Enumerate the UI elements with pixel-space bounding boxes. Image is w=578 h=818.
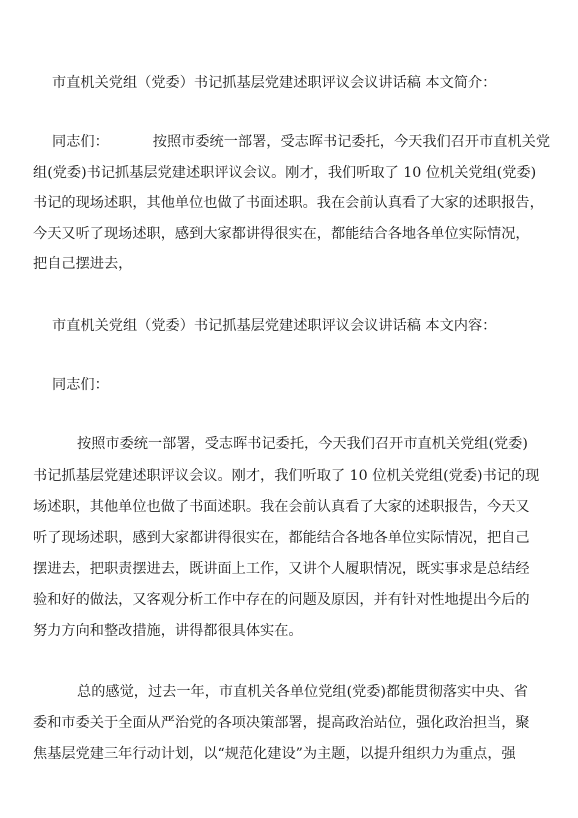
paragraph-line: 听了现场述职，感到大家都讲得很实在，都能结合各地各单位实际情况，把自己 bbox=[33, 530, 530, 546]
summary-greeting: 同志们： bbox=[52, 134, 109, 150]
summary-heading: 市直机关党组（党委）书记抓基层党建述职评议会议讲话稿 本文简介： bbox=[52, 75, 497, 91]
content-heading: 市直机关党组（党委）书记抓基层党建述职评议会议讲话稿 本文内容： bbox=[52, 318, 497, 334]
paragraph-line: 场述职，其他单位也做了书面述职。我在会前认真看了大家的述职报告，今天又 bbox=[33, 499, 530, 515]
paragraph-line: 书记抓基层党建述职评议会议。刚才，我们听取了 10 位机关党组(党委)书记的现 bbox=[33, 468, 540, 484]
summary-first-line bbox=[52, 132, 550, 152]
paragraph-line: 总的感觉，过去一年，市直机关各单位党组(党委)都能贯彻落实中央、省 bbox=[77, 684, 528, 700]
paragraph-line: 焦基层党建三年行动计划，以“规范化建设”为主题，以提升组织力为重点，强 bbox=[33, 746, 516, 762]
summary-line: 组(党委)书记抓基层党建述职评议会议。刚才，我们听取了 10 位机关党组(党委) bbox=[33, 165, 537, 181]
summary-line: 今天又听了现场述职，感到大家都讲得很实在，都能结合各地各单位实际情况， bbox=[33, 226, 530, 242]
paragraph-line: 按照市委统一部署，受志晖书记委托，今天我们召开市直机关党组(党委) bbox=[77, 436, 528, 452]
summary-line: 书记的现场述职，其他单位也做了书面述职。我在会前认真看了大家的述职报告， bbox=[33, 195, 544, 211]
paragraph-line: 验和好的做法，又客观分析工作中存在的问题及原因，并有针对性地提出今后的 bbox=[33, 592, 530, 608]
paragraph-line: 摆进去，把职责摆进去，既讲面上工作，又讲个人履职情况，既实事求是总结经 bbox=[33, 561, 530, 577]
summary-line: 把自己摆进去， bbox=[33, 256, 133, 272]
greeting: 同志们： bbox=[52, 377, 109, 393]
summary-first-line-text: 按照市委统一部署，受志晖书记委托，今天我们召开市直机关党 bbox=[152, 134, 551, 150]
paragraph-line: 委和市委关于全面从严治党的各项决策部署，提高政治站位，强化政治担当，聚 bbox=[33, 715, 530, 731]
paragraph-line: 努力方向和整改措施，讲得都很具体实在。 bbox=[33, 623, 303, 639]
